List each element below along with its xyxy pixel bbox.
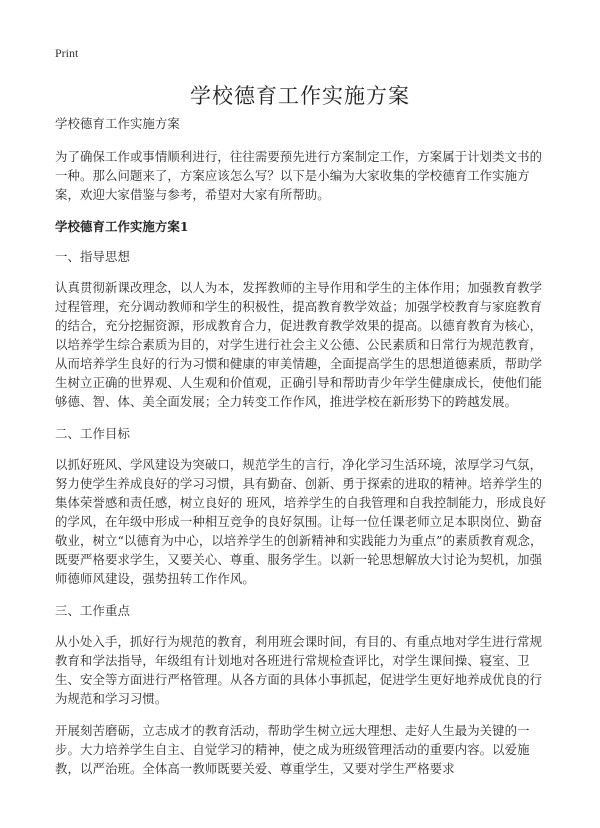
section-heading-goals: 二、工作目标 (55, 426, 130, 441)
section-paragraph: 开展刻苦磨砺，立志成才的教育活动，帮助学生树立远大理想、走好人生最为关键的一步。大力培养学生自主、自觉学习的精神，使之成为班级管理活动的重要内容。以爱施教，以严治班。全体高一教师既要关爱、尊重学生，又要对学生严格要求 (55, 723, 530, 776)
section-paragraph: 认真贯彻新课改理念，以人为本，发挥教师的主导作用和学生的主体作用；加强教育教学过程管理，充分调动教师和学生的积极性，提高教育教学效益；加强学校教育与家庭教育的结合，充分挖掘资源，形成教育合力，促进教育教学效果的提高。以德育教育为核心，以培养学生综合素质为目的，对学生进行社会主义公德、公民素质和日常行为规范教育，从而培养学生良好的行为习惯和健康的审美情趣，全面提高学生的思想道德素质，帮助学生树立正确的世界观、人生观和价值观，正确引导和帮助青少年学生健康成长，使他们能够德、智、体、美全面发展；全力转变工作作风，推进学校在新形势下的跨越发展。 (55, 280, 543, 409)
section-heading-guiding: 一、指导思想 (55, 249, 130, 264)
article-body (55, 114, 550, 791)
article-subtitle: 学校德育工作实施方案 (55, 116, 180, 131)
section-heading-focus: 三、工作重点 (55, 603, 130, 618)
plan-heading: 学校德育工作实施方案1 (55, 219, 189, 234)
print-link[interactable]: Print (55, 46, 79, 60)
section-paragraph: 从小处入手，抓好行为规范的教育，利用班会课时间，有目的、有重点地对学生进行常规教育和学法指导，年级组有计划地对各班进行常规检查评比，对学生课间操、寝室、卫生、安全等方面进行严格管理。从各方面的具体小事抓起，促进学生更好地养成优良的行为规范和学习习惯。 (55, 634, 543, 706)
section-paragraph: 以抓好班风、学风建设为突破口，规范学生的言行，净化学习生活环境，浓厚学习气氛，努力使学生养成良好的学习习惯，具有勤奋、创新、勇于探索的进取的精神。培养学生的集体荣誉感和责任感，树立良好的 班风，培养学生的自我管理和自我控制能力，形成良好的学风，在年级中形成一种相互竞争的良好氛围。让每一位任课老师立足本职岗位、勤奋敬业，树立“以德育为中心，以培养学生的创新精神和实践能力为重点”的素质教育观念，既要严格要求学生，又要关心、尊重、服务学生。以新一轮思想解放大讨论为契机，加强师德师风建设，强势扭转工作作风。 (55, 457, 547, 586)
intro-paragraph: 为了确保工作或事情顺利进行，往往需要预先进行方案制定工作，方案属于计划类文书的一种。那么问题来了，方案应该怎么写？以下是小编为大家收集的学校德育工作实施方案，欢迎大家借鉴与参考，希望对大家有所帮助。 (55, 149, 543, 202)
page-title: 学校德育工作实施方案 (190, 84, 410, 108)
